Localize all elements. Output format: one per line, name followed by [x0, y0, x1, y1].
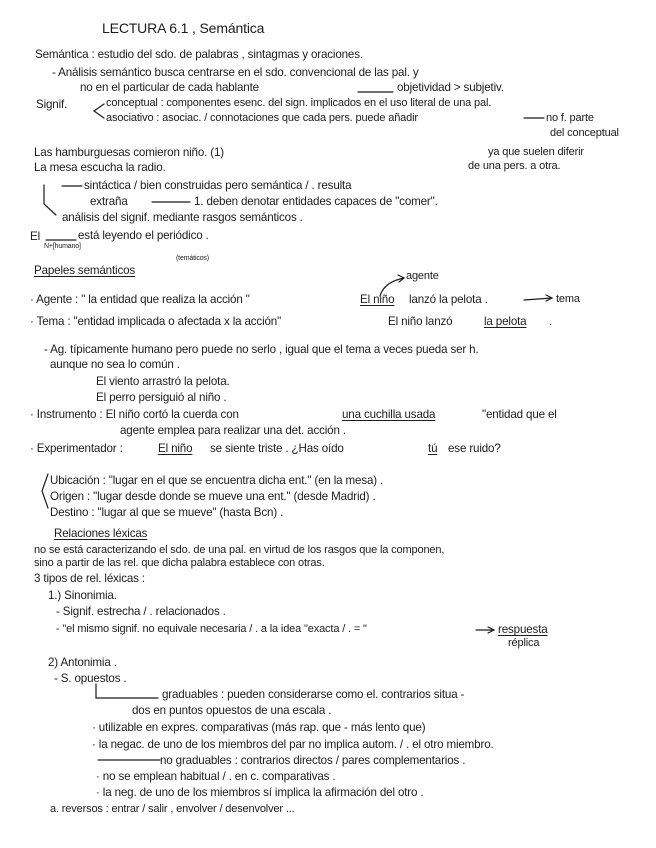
destino: Destino : "lugar al que se mueve" (hasta Bcn) . — [50, 506, 284, 519]
asociativo-note-2: del conceptual — [550, 127, 619, 139]
graduables-1: graduables : pueden considerarse como el. contrarios situa - — [162, 688, 465, 701]
el-sentence: está leyendo el periódico . — [78, 229, 209, 242]
reversos: a. reversos : entrar / salir , envolver / desenvolver ... — [50, 803, 295, 815]
experimentador-a: · Experimentador : — [30, 442, 123, 455]
asociativo-note-3: ya que suelen diferir — [488, 146, 584, 158]
sintactica-note: sintáctica / bien construidas pero semántica / . resulta — [84, 179, 352, 192]
example-2: La mesa escucha la radio. — [34, 161, 166, 174]
tema-definition: · Tema : "entidad implicada o afectada x la acción" — [30, 315, 282, 328]
agente-example-b: lanzó la pelota . — [409, 293, 488, 306]
sinonimia-respuesta: respuesta — [498, 623, 548, 636]
tema-example-b: la pelota — [484, 315, 527, 328]
analysis-objetividad: objetividad > subjetiv. — [397, 81, 504, 94]
antonimia-heading: 2) Antonimia . — [48, 656, 117, 669]
agente-label: agente — [406, 270, 439, 282]
locativos-brace — [42, 474, 48, 508]
instrumento-c: "entidad que el — [482, 408, 557, 421]
example-1: Las hamburguesas comieron niño. (1) — [34, 146, 225, 159]
nograduables-3: · la neg. de uno de los miembros sí implica la afirmación del otro . — [96, 786, 424, 799]
tema-label: tema — [556, 293, 580, 305]
relaciones-intro-2: sino a partir de las rel. que dicha palabra establece con otras. — [34, 557, 325, 569]
semantica-definition: Semántica : estudio del sdo. de palabras , sintagmas y oraciones. — [35, 48, 363, 61]
el-label: El — [30, 230, 41, 243]
instrumento-a: · Instrumento : El niño cortó la cuerda con — [30, 408, 239, 421]
relaciones-heading: Relaciones léxicas — [54, 527, 148, 540]
asociativo-note-4: de una pers. a otra. — [468, 160, 561, 172]
relaciones-tipos: 3 tipos de rel. léxicas : — [34, 572, 145, 585]
antonimia-opuestos: - S. opuestos . — [54, 672, 127, 685]
extrana-label: extraña — [90, 195, 128, 208]
analysis-line-2: no en el particular de cada hablante — [80, 81, 259, 94]
nograduables-2: · no se emplean habitual / . en c. comparativas . — [96, 770, 336, 783]
agente-example-viento: El viento arrastró la pelota. — [96, 375, 230, 388]
sinonimia-2: - "el mismo signif. no equivale necesaria / . a la idea "exacta / . = " — [56, 623, 367, 635]
instrumento-b: una cuchilla usada — [342, 408, 436, 421]
tema-example-c: . — [549, 315, 553, 328]
relaciones-intro-1: no se está caracterizando el sdo. de una pal. en virtud de los rasgos que la componen, — [34, 544, 445, 556]
experimentador-e: ese ruido? — [448, 442, 501, 455]
agente-definition: · Agente : " la entidad que realiza la acción " — [30, 293, 250, 306]
analisis-note: análisis del signif. mediante rasgos semánticos . — [62, 211, 303, 224]
sinonimia-replica: réplica — [508, 637, 540, 649]
graduables-2: dos en puntos opuestos de una escala . — [132, 704, 332, 717]
agente-example-a: El niño — [360, 293, 395, 306]
sintactica-connector — [44, 185, 56, 215]
papeles-heading: Papeles semánticos — [34, 264, 136, 277]
experimentador-b: El niño — [158, 442, 193, 455]
papeles-note: (temáticos) — [176, 255, 209, 262]
graduables-3: · utilizable en expres. comparativas (más rap. que - más lento que) — [92, 721, 426, 734]
ubicacion: Ubicación : "lugar en el que se encuentra dicha ent." (en la mesa) . — [50, 474, 384, 487]
graduables-bracket — [96, 684, 158, 698]
extrana-note: 1. deben denotar entidades capaces de "comer". — [194, 195, 438, 208]
signif-brace — [94, 104, 104, 118]
blank-note: N+[humano] — [44, 243, 81, 250]
graduables-4: · la negac. de uno de los miembros del par no implica autom. / . el otro miembro. — [92, 738, 494, 751]
experimentador-d: tú — [428, 442, 438, 455]
agente-note-2: aunque no sea lo común . — [50, 358, 180, 371]
tema-example-a: El niño lanzó — [388, 315, 453, 328]
nograduables-1: no graduables : contrarios directos / pares complementarios . — [160, 754, 466, 767]
agente-note-1: - Ag. típicamente humano pero puede no serlo , igual que el tema a veces pueda ser h. — [44, 343, 479, 356]
signif-label: Signif. — [36, 98, 68, 111]
sinonimia-1: - Signif. estrecha / . relacionados . — [56, 605, 226, 618]
experimentador-c: se siente triste . ¿Has oído — [210, 442, 344, 455]
agente-example-perro: El perro persiguió al niño . — [96, 391, 227, 404]
signif-conceptual: conceptual : componentes esenc. del sign. implicados en el uso literal de una pal. — [106, 97, 492, 109]
analysis-line-1: - Análisis semántico busca centrarse en el sdo. convencional de las pal. y — [52, 66, 419, 79]
asociativo-note-1: no f. parte — [546, 112, 594, 124]
signif-asociativo: asociativo : asociac. / connotaciones que cada pers. puede añadir — [106, 112, 418, 124]
instrumento-line-2: agente emplea para realizar una det. acción . — [120, 424, 346, 437]
page-title: LECTURA 6.1 , Semántica — [102, 20, 265, 36]
origen: Origen : "lugar desde donde se mueve una ent." (desde Madrid) . — [50, 490, 376, 503]
sinonimia-heading: 1.) Sinonimia. — [48, 589, 117, 602]
